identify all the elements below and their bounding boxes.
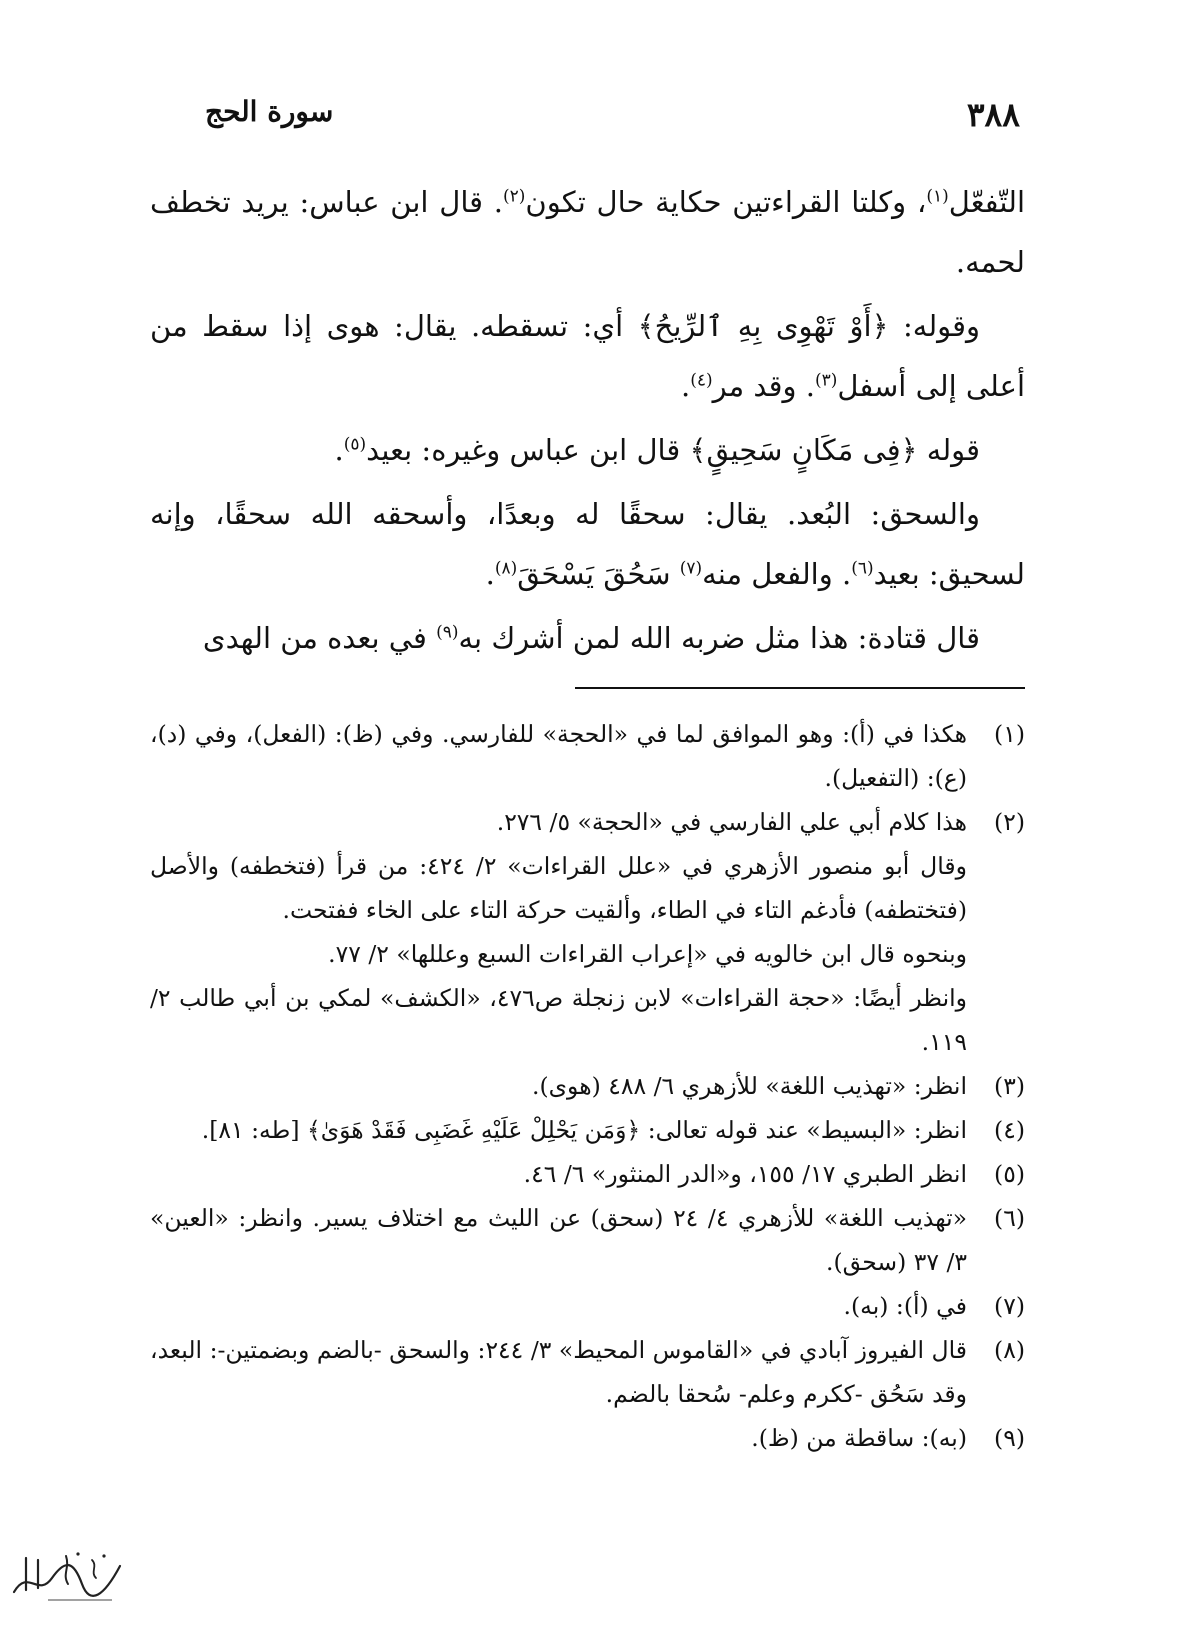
watermark-logo bbox=[8, 1548, 128, 1606]
footnote-text: «تهذيب اللغة» للأزهري ٤/ ٢٤ (سحق) عن الليث مع اختلاف يسير. وانظر: «العين» ٣/ ٣٧ (سحق). bbox=[150, 1204, 967, 1276]
footnote-number: (٥) bbox=[994, 1160, 1025, 1188]
footnote-ref: (١) bbox=[926, 186, 949, 207]
footnote-number: (٩) bbox=[994, 1424, 1025, 1452]
text-run: والسحق: البُعد. يقال: سحقًا له وبعدًا، وأسحقه الله سحقًا، وإنه لسحيق: بعيد bbox=[150, 497, 1025, 591]
footnote-ref: (٥) bbox=[343, 434, 367, 455]
footnote-number: (٧) bbox=[994, 1292, 1025, 1320]
text-run: سَحُقَ يَسْحَقَ bbox=[517, 557, 680, 591]
paragraph bbox=[150, 296, 1025, 416]
text-run: . والفعل منه bbox=[702, 557, 852, 591]
footnote-number: (٤) bbox=[994, 1116, 1025, 1144]
footnote-text: هذا كلام أبي علي الفارسي في «الحجة» ٥/ ٢٧٦. bbox=[496, 808, 967, 836]
text-run: قال ابن عباس وغيره: بعيد bbox=[366, 433, 690, 467]
footnotes bbox=[150, 712, 1025, 1460]
page-header bbox=[205, 95, 1020, 139]
text-run: . قال ابن عباس: يريد تخطف لحمه. bbox=[150, 185, 1025, 279]
surah-title: سورة الحج bbox=[205, 95, 334, 128]
footnote-text: وقال أبو منصور الأزهري في «علل القراءات» ٢/ ٤٢٤: من قرأ (فتخطفه) والأصل (فتختطفه) فأدغم التاء في الطاء، وألقيت حركة التاء على الخاء ففتحت. bbox=[150, 852, 967, 924]
footnote-text: قال الفيروز آبادي في «القاموس المحيط» ٣/ ٢٤٤: والسحق -بالضم وبضمتين-: البعد، وقد سَحُق -ككرم وعلم- سُحقا بالضم. bbox=[150, 1336, 968, 1408]
footnote-ref: (٨) bbox=[494, 558, 518, 579]
text-run: . bbox=[334, 433, 344, 467]
footnote-number: (٣) bbox=[994, 1072, 1025, 1100]
text-run: قوله bbox=[917, 433, 980, 467]
footnote bbox=[150, 712, 1025, 800]
footnote bbox=[150, 1108, 1025, 1152]
footnote-text: انظر: «البسيط» عند قوله تعالى: ﴿وَمَن يَحْلِلْ عَلَيْهِ غَضَبِى فَقَدْ هَوَىٰ﴾ [طه: ٨١]. bbox=[201, 1116, 967, 1144]
text-run: ، وكلتا القراءتين حكاية حال تكون bbox=[525, 185, 927, 219]
footnote bbox=[150, 1416, 1025, 1460]
footnote-number: (٨) bbox=[994, 1336, 1025, 1364]
text-run: في بعده من الهدى bbox=[202, 621, 437, 655]
paragraph bbox=[150, 484, 1025, 604]
footnote-text: انظر الطبري ١٧/ ١٥٥، و«الدر المنثور» ٦/ ٤٦. bbox=[523, 1160, 967, 1188]
footnote-ref: (٢) bbox=[503, 186, 526, 207]
footnote bbox=[150, 1284, 1025, 1328]
paragraph bbox=[150, 172, 1025, 292]
quran-verse: ﴿أَوْ تَهْوِى بِهِ ٱلرِّيحُ﴾ bbox=[637, 309, 889, 343]
calligraphy-icon bbox=[8, 1548, 128, 1606]
text-run: . bbox=[681, 369, 691, 403]
footnote-number: (٢) bbox=[994, 808, 1025, 836]
footnote-ref: (٩) bbox=[436, 622, 459, 643]
page-number: ٣٨٨ bbox=[966, 95, 1020, 134]
footnote-text: في (أ): (به). bbox=[843, 1292, 967, 1320]
footnote-ref: (٣) bbox=[814, 370, 838, 391]
text-run: التّفعّل bbox=[948, 185, 1026, 219]
paragraph bbox=[150, 420, 1025, 480]
text-run: قال قتادة: هذا مثل ضربه الله لمن أشرك به bbox=[458, 621, 980, 655]
main-text bbox=[150, 172, 1025, 672]
paragraph bbox=[150, 608, 1025, 668]
text-run: وقوله: bbox=[888, 309, 981, 343]
footnote-text: (به): ساقطة من (ظ). bbox=[751, 1424, 967, 1452]
footnote-text: وانظر أيضًا: «حجة القراءات» لابن زنجلة ص٤٧٦، «الكشف» لمكي بن أبي طالب ٢/ ١١٩. bbox=[150, 984, 967, 1056]
footnote-ref: (٤) bbox=[690, 370, 713, 391]
footnote bbox=[150, 1328, 1025, 1416]
text-run: أي: تسقطه. يقال: هوى إذا سقط من أعلى إلى أسفل bbox=[150, 309, 1025, 403]
footnote-number: (١) bbox=[994, 720, 1025, 748]
footnote-divider bbox=[575, 687, 1025, 689]
footnote-text: انظر: «تهذيب اللغة» للأزهري ٦/ ٤٨٨ (هوى). bbox=[532, 1072, 967, 1100]
footnote-text: هكذا في (أ): وهو الموافق لما في «الحجة» للفارسي. وفي (ظ): (الفعل)، وفي (د)، (ع): (التفعيل). bbox=[150, 720, 967, 792]
quran-verse: ﴿فِى مَكَانٍ سَحِيقٍ﴾ bbox=[689, 433, 918, 467]
footnote bbox=[150, 1064, 1025, 1108]
footnote-number: (٦) bbox=[994, 1204, 1025, 1232]
footnote bbox=[150, 800, 1025, 1064]
footnote-ref: (٧) bbox=[679, 558, 703, 579]
footnote bbox=[150, 1196, 1025, 1284]
text-run: . وقد مر bbox=[712, 369, 815, 403]
footnote-ref: (٦) bbox=[851, 558, 874, 579]
text-run: . bbox=[485, 557, 495, 591]
footnote-text: وبنحوه قال ابن خالويه في «إعراب القراءات السبع وعللها» ٢/ ٧٧. bbox=[328, 940, 967, 968]
footnote bbox=[150, 1152, 1025, 1196]
